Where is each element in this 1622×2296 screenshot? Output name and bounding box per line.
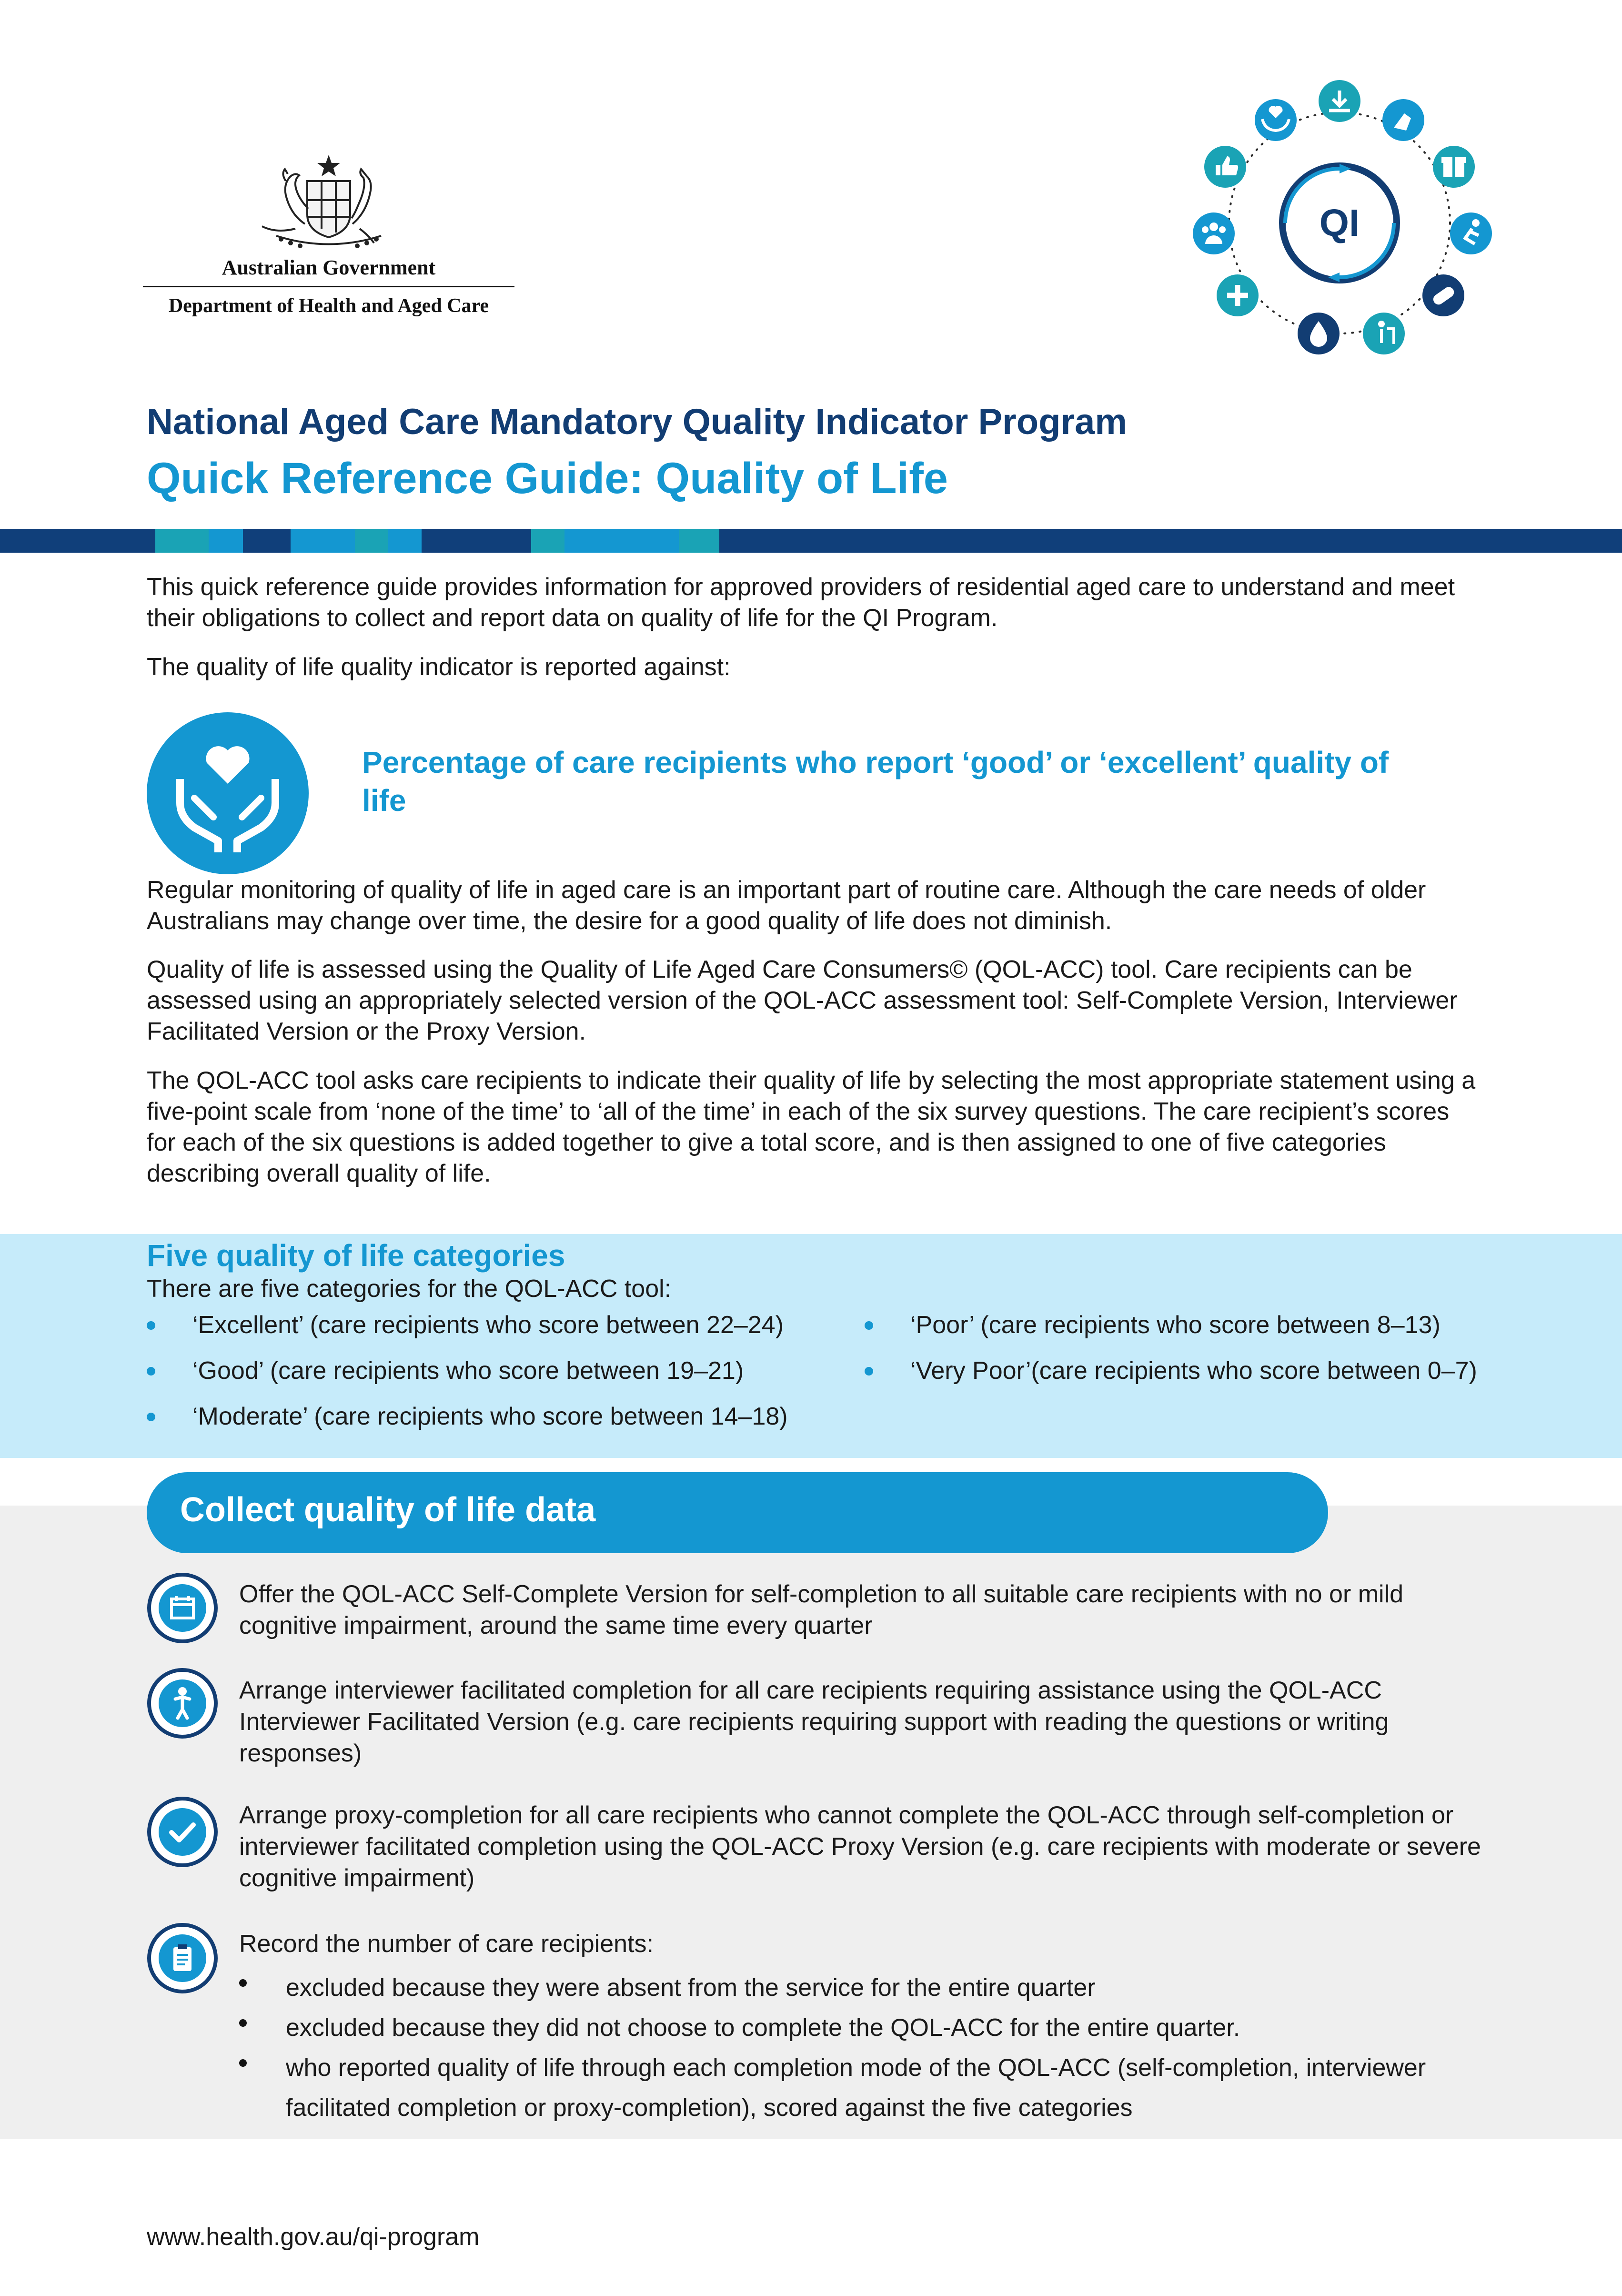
categories-title: Five quality of life categories	[147, 1238, 565, 1273]
hands-heart-icon	[1255, 99, 1297, 141]
bullet-icon	[239, 2019, 247, 2027]
bullet-icon	[865, 1367, 873, 1376]
step-interviewer-facilitated: Arrange interviewer facilitated completion for all care recipients requiring assistance using the QOL-ACC Interviewer Facilitated Version (e.g. care recipients requiring support with reading the questions or writing responses)	[239, 1677, 1389, 1767]
assessment-paragraph: Quality of life is assessed using the Quality of Life Aged Care Consumers© (QOL-ACC) tool. Care recipients can be assessed using an appropriately selected version of the QOL-ACC assessment tool: Self-Complete Version, Interviewer Facilitated Version or the Proxy Version.	[147, 956, 1458, 1045]
step-proxy-completion: Arrange proxy-completion for all care recipients who cannot complete the QOL-ACC through self-completion or interviewer facilitated completion using the QOL-ACC Proxy Version (e.g. care recipients with moderate or severe cognitive impairment)	[239, 1801, 1481, 1892]
gift-icon	[1433, 146, 1475, 188]
qi-program-logo	[1186, 71, 1496, 362]
categories-intro: There are five categories for the QOL-ACC tool:	[147, 1275, 672, 1303]
intro-paragraph: This quick reference guide provides information for approved providers of residential aged care to understand and meet their obligations to collect and report data on quality of life for the QI Program.	[147, 573, 1455, 632]
medical-cross-icon	[1217, 274, 1259, 316]
footer-url[interactable]: www.health.gov.au/qi-program	[147, 2223, 480, 2251]
bullet-icon	[147, 1367, 155, 1376]
checkmark-icon	[147, 1796, 218, 1868]
calendar-icon	[147, 1572, 218, 1644]
clipboard-icon	[147, 1922, 218, 1994]
department-name: Department of Health and Aged Care	[168, 295, 489, 317]
coat-of-arms-icon	[143, 152, 514, 253]
bullet-icon	[147, 1413, 155, 1421]
bullet-icon	[865, 1321, 873, 1330]
pill-icon	[1422, 274, 1464, 316]
bullet-icon	[147, 1321, 155, 1330]
thumbs-up-icon	[1204, 146, 1246, 188]
falling-person-icon	[1450, 212, 1492, 254]
decorative-color-band	[0, 529, 1622, 553]
heart-hands-icon	[147, 712, 309, 874]
indicator-lead-in: The quality of life quality indicator is reported against:	[147, 653, 731, 681]
water-drop-icon	[1298, 313, 1340, 354]
bullet-icon	[239, 1979, 247, 1987]
guide-title: Quick Reference Guide: Quality of Life	[147, 454, 948, 503]
quality-indicator-statement: Percentage of care recipients who report ‘good’ or ‘excellent’ quality of life	[362, 745, 1389, 818]
bullet-icon	[239, 2059, 247, 2067]
people-group-icon	[1193, 212, 1235, 254]
program-title: National Aged Care Mandatory Quality Indicator Program	[147, 402, 1128, 442]
monitoring-paragraph: Regular monitoring of quality of life in aged care is an important part of routine care. Although the care needs of older Australians may change over time, the desire for a good quality of life does not diminish.	[147, 876, 1426, 935]
walker-icon	[1363, 313, 1405, 354]
person-icon	[147, 1668, 218, 1739]
scoring-paragraph: The QOL-ACC tool asks care recipients to indicate their quality of life by selecting the most appropriate statement using a five-point scale from ‘none of the time’ to ‘all of the time’ in each of the six survey questions. The care recipient’s scores for each of the six questions is added together to give a total score, and is then assigned to one of five categories describing overall quality of life.	[147, 1067, 1476, 1187]
government-name: Australian Government	[222, 256, 436, 279]
collect-section-title: Collect quality of life data	[180, 1491, 596, 1529]
step-record-numbers: Record the number of care recipients:	[239, 1930, 654, 1958]
step-self-complete: Offer the QOL-ACC Self-Complete Version for self-completion to all suitable care recipients with no or mild cognitive impairment, around the same time every quarter	[239, 1580, 1404, 1639]
download-icon	[1319, 80, 1360, 122]
qi-badge-text: QI	[1319, 202, 1360, 244]
hand-icon	[1382, 99, 1424, 141]
divider	[143, 286, 514, 287]
